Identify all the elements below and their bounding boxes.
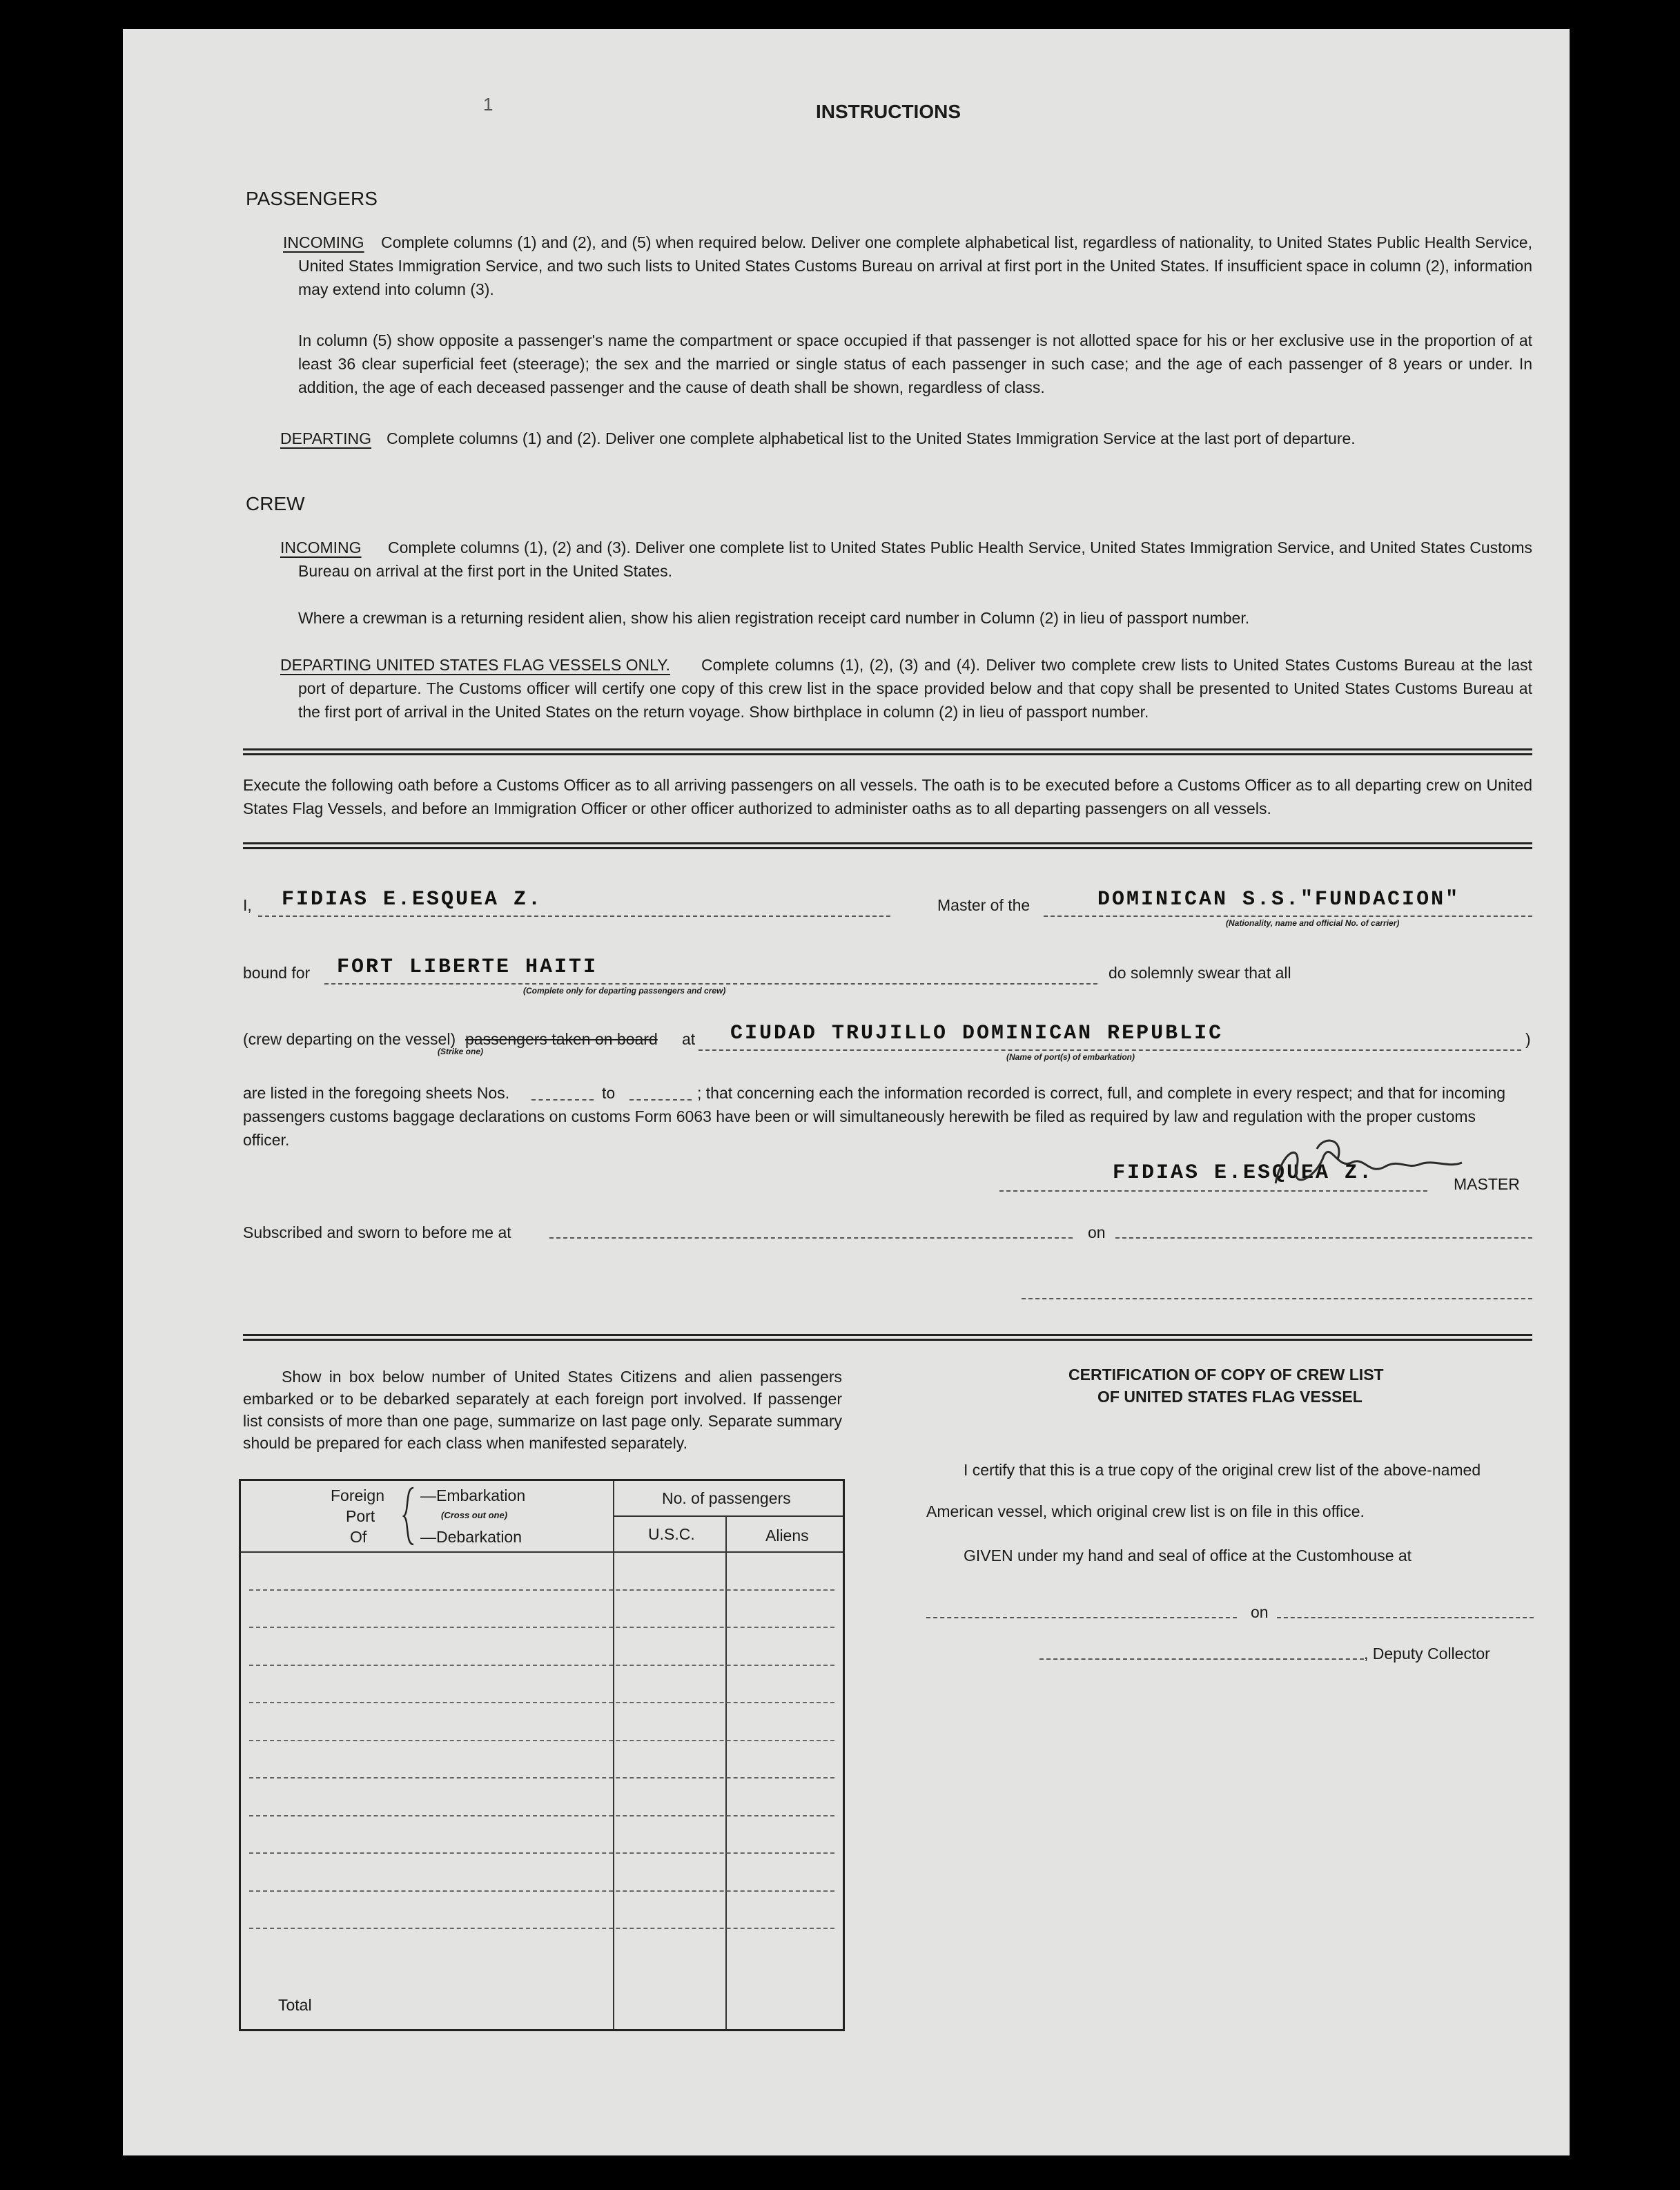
- table-row: [249, 1890, 834, 1892]
- double-rule: [243, 1334, 1532, 1341]
- sheets-text-b: ; that concerning each the information recorded is correct, full, and complete in every respect; and that for incoming: [697, 1084, 1506, 1102]
- crew-heading: CREW: [246, 493, 305, 514]
- officer-signature-line: [1022, 1298, 1532, 1299]
- table-row: [249, 1740, 834, 1741]
- close-paren: ): [1525, 1030, 1531, 1048]
- header-aliens: Aliens: [765, 1527, 809, 1544]
- page-corner-mark: 1: [483, 94, 494, 115]
- embark-port: CIUDAD TRUJILLO DOMINICAN REPUBLIC: [730, 1022, 1224, 1045]
- vessel-name: DOMINICAN S.S."FUNDACION": [1097, 888, 1461, 911]
- header-debarkation: —Debarkation: [420, 1528, 522, 1546]
- strike-caption: (Strike one): [438, 1047, 484, 1056]
- master-label: MASTER: [1454, 1175, 1520, 1193]
- subscribed-on-label: on: [1088, 1223, 1106, 1241]
- summary-instructions: Show in box below number of United States Citizens and alien passengers embarked or to be debarked separately at each foreign port involved. If passenger list consists of more than one page, summarize on last page only. Separate summary should be prepared for each class when manifested separately.: [243, 1368, 842, 1452]
- passengers-option-struck: passengers taken on board: [465, 1030, 658, 1048]
- certification-heading-2: OF UNITED STATES FLAG VESSEL: [1097, 1388, 1362, 1406]
- deputy-collector-label: , Deputy Collector: [1364, 1645, 1490, 1663]
- oath-i-label: I,: [243, 896, 252, 914]
- table-row: [249, 1928, 834, 1929]
- double-rule: [243, 842, 1532, 849]
- table-row: [249, 1815, 834, 1816]
- subscribed-place-line: [549, 1237, 1073, 1239]
- vessel-caption: (Nationality, name and official No. of carrier): [1226, 918, 1400, 928]
- table-row: [249, 1777, 834, 1779]
- table-body: [241, 1551, 843, 1966]
- embark-caption: (Name of port(s) of embarkation): [1006, 1052, 1135, 1062]
- double-rule: [243, 748, 1532, 755]
- destination-caption: (Complete only for departing passengers and crew): [523, 986, 726, 996]
- crew-incoming-label: INCOMING: [280, 539, 362, 556]
- master-of-label: Master of the: [937, 896, 1031, 914]
- header-embarkation: —Embarkation: [420, 1486, 526, 1504]
- oath-line-2: passengers customs baggage declarations on customs Form 6063 have been or will simultaneously herewith be filed as required by law and regulation with the proper customs: [243, 1107, 1476, 1125]
- certification-date-line: [1277, 1617, 1534, 1618]
- master-name: FIDIAS E.ESQUEA Z.: [282, 888, 543, 911]
- table-row: [249, 1627, 834, 1628]
- handwritten-signature: [1255, 1128, 1483, 1204]
- at-label: at: [682, 1030, 696, 1048]
- sheets-from-line: [531, 1099, 594, 1101]
- header-port: Port: [346, 1507, 375, 1525]
- header-usc: U.S.C.: [648, 1525, 695, 1543]
- table-row: [249, 1589, 834, 1591]
- table-row: [249, 1852, 834, 1854]
- swear-label: do solemnly swear that all: [1108, 964, 1291, 982]
- crew-resident-text: Where a crewman is a returning resident alien, show his alien registration receipt card number in Column (2) in lieu of passport number.: [298, 609, 1250, 627]
- passengers-incoming-text: Complete columns (1) and (2), and (5) when required below. Deliver one complete alphabetical list, regardless of nationality, to United States Public Health Service, United States Immigration Service, and two such lists to United States Customs Bureau on arrival at first port in the United States. If insufficient space in column (2), information may extend into column (3).: [298, 233, 1532, 298]
- destination-line: [324, 983, 1097, 985]
- passengers-departing-label: DEPARTING: [280, 429, 372, 447]
- master-name-line: [258, 915, 890, 917]
- header-no-passengers: No. of passengers: [662, 1489, 791, 1507]
- customhouse-line: [926, 1617, 1237, 1618]
- total-label: Total: [278, 1996, 312, 2014]
- document-page: [123, 29, 1570, 2155]
- certification-heading-1: CERTIFICATION OF COPY OF CREW LIST: [1068, 1366, 1384, 1384]
- header-foreign: Foreign: [331, 1486, 384, 1504]
- subscribed-date-line: [1115, 1237, 1532, 1239]
- certification-on-label: on: [1251, 1603, 1269, 1621]
- passenger-summary-table: [239, 1479, 845, 2031]
- header-split-rule: [613, 1515, 843, 1517]
- crew-departing-text: Complete columns (1), (2), (3) and (4). Deliver two complete crew lists to United States Customs Bureau at the last port of departure. The Customs officer will certify one copy of this crew list in the space provided below and that copy shall be presented to United States Customs Bureau at the first port of arrival in the United States on the return voyage. Show birthplace in column (2) in lieu of passport number.: [298, 656, 1532, 721]
- sheets-text-a: are listed in the foregoing sheets Nos.: [243, 1084, 510, 1102]
- crew-incoming-text: Complete columns (1), (2) and (3). Deliver one complete list to United States Public Health Service, United States Immigration Service, and United States Customs Bureau on arrival at the first port in the United States.: [298, 539, 1532, 580]
- sheets-to-line: [629, 1099, 692, 1101]
- table-row: [249, 1702, 834, 1703]
- passengers-incoming-label: INCOMING: [283, 233, 364, 251]
- certification-line-2: American vessel, which original crew list is on file in this office.: [926, 1502, 1365, 1520]
- deputy-signature-line: [1039, 1658, 1364, 1660]
- embark-port-line: [699, 1049, 1521, 1051]
- passengers-departing-text: Complete columns (1) and (2). Deliver one complete alphabetical list to the United States Immigration Service at the last port of departure.: [387, 429, 1356, 447]
- crew-departing-label: DEPARTING UNITED STATES FLAG VESSELS ONLY.: [280, 656, 670, 674]
- oath-instructions: Execute the following oath before a Customs Officer as to all arriving passengers on all vessels. The oath is to be executed before a Customs Officer as to all departing crew on United States Flag Vessels, and before an Immigration Officer or other officer authorized to administer oaths as to all departing passengers on all vessels.: [243, 776, 1532, 817]
- crew-departing-option: (crew departing on the vessel): [243, 1030, 456, 1048]
- bound-for-label: bound for: [243, 964, 311, 982]
- document-title: INSTRUCTIONS: [816, 101, 961, 122]
- certification-line-3: GIVEN under my hand and seal of office at the Customhouse at: [964, 1547, 1412, 1564]
- passengers-column5-text: In column (5) show opposite a passenger's name the compartment or space occupied if that passenger is not allotted space for his or her exclusive use in the proportion of at least 36 clear superficial feet (steerage); the sex and the married or single status of each passenger in such case; and the age of each passenger of 8 years or under. In addition, the age of each deceased passenger and the cause of death shall be shown, regardless of class.: [298, 331, 1532, 396]
- subscribed-label: Subscribed and sworn to before me at: [243, 1223, 511, 1241]
- oath-line-3: officer.: [243, 1131, 290, 1149]
- sheets-to-label: to: [602, 1084, 616, 1102]
- vessel-line: [1044, 915, 1532, 917]
- header-of: Of: [350, 1528, 367, 1546]
- header-cross-out: (Cross out one): [441, 1510, 508, 1520]
- passengers-heading: PASSENGERS: [246, 188, 378, 209]
- brace-icon: [401, 1486, 418, 1546]
- signed-master-name: FIDIAS E.ESQUEA Z.: [1113, 1161, 1374, 1185]
- destination: FORT LIBERTE HAITI: [337, 956, 598, 979]
- table-row: [249, 1665, 834, 1666]
- certification-line-1: I certify that this is a true copy of the original crew list of the above-named: [964, 1461, 1481, 1479]
